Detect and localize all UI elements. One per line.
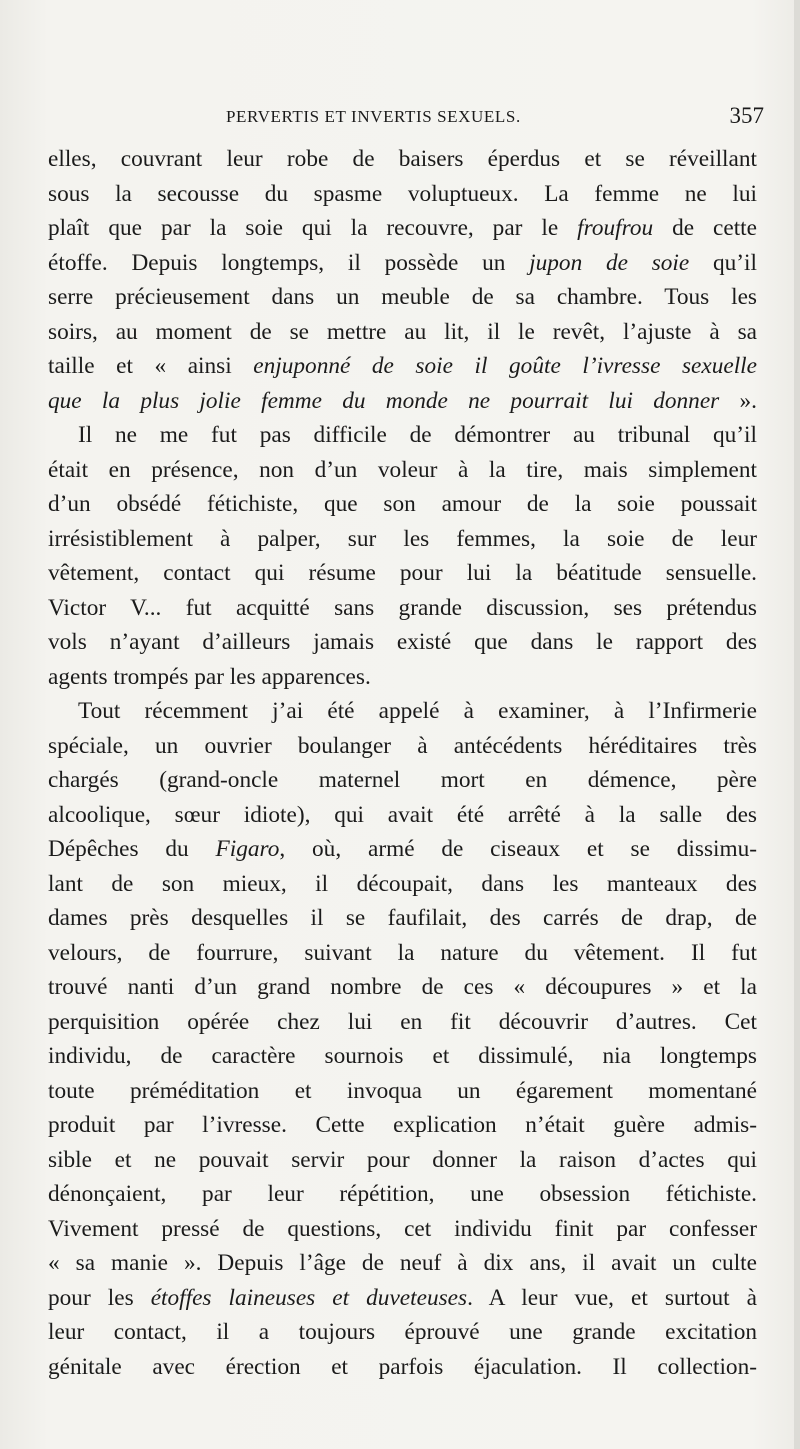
text-line: produit par l’ivresse. Cette explication n’était guère admis-: [48, 1112, 757, 1138]
text-line: dames près desquelles il se faufilait, des carrés de drap, de: [48, 905, 757, 931]
text-line: soirs, au moment de se mettre au lit, il le revêt, l’ajuste à sa: [48, 318, 757, 345]
paragraph-end-line: agents trompés par les apparences.: [48, 663, 371, 690]
text-line: que la plus jolie femme du monde ne pourrait lui donner ».: [48, 387, 757, 414]
page-edge-shadow: [794, 0, 800, 1449]
paragraph-start-line: Il ne me fut pas difficile de démontrer au tribunal qu’il: [78, 422, 757, 448]
text-line: était en présence, non d’un voleur à la tire, mais simplement: [48, 456, 757, 483]
italic-text: que la plus jolie femme du monde ne pourrait lui donner: [48, 387, 720, 414]
paragraph-start-line: Tout récemment j’ai été appelé à examiner, à l’Infirmerie: [78, 698, 757, 724]
text-line: lant de son mieux, il découpait, dans les manteaux des: [48, 870, 757, 897]
text-line: Vivement pressé de questions, cet individu finit par confesser: [48, 1215, 757, 1242]
text-line: Dépêches du Figaro, où, armé de ciseaux et se dissimu-: [48, 836, 757, 862]
italic-text: froufrou: [577, 215, 654, 241]
text-line: vêtement, contact qui résume pour lui la béatitude sensuelle.: [48, 560, 757, 586]
text-line: spéciale, un ouvrier boulanger à antécédents héréditaires très: [48, 732, 757, 759]
text-line: étoffe. Depuis longtemps, il possède un jupon de soie qu’il: [48, 249, 757, 276]
text-line: pour les étoffes laineuses et duveteuses. A leur vue, et surtout à: [48, 1284, 757, 1311]
page-number: 357: [729, 103, 764, 128]
running-title: PERVERTIS ET INVERTIS SEXUELS.: [226, 107, 521, 126]
text-line: sous la secousse du spasme voluptueux. La femme ne lui: [48, 180, 757, 207]
text-line: elles, couvrant leur robe de baisers éperdus et se réveillant: [48, 146, 757, 172]
text-line: Victor V... fut acquitté sans grande discussion, ses prétendus: [48, 594, 757, 621]
text-line: plaît que par la soie qui la recouvre, par le froufrou de cette: [48, 215, 757, 241]
page-header: [48, 103, 764, 133]
text-line: irrésistiblement à palper, sur les femmes, la soie de leur: [48, 525, 757, 552]
text-line: toute préméditation et invoqua un égarement momentané: [48, 1077, 757, 1104]
text-line: dénonçaient, par leur répétition, une obsession fétichiste.: [48, 1181, 757, 1207]
page-body-text: [48, 142, 757, 1384]
text-line: sible et ne pouvait servir pour donner la raison d’actes qui: [48, 1146, 757, 1173]
text-line: « sa manie ». Depuis l’âge de neuf à dix ans, il avait un culte: [48, 1250, 757, 1276]
text-line: leur contact, il a toujours éprouvé une grande excitation: [48, 1319, 757, 1345]
text-line: vols n’ayant d’ailleurs jamais existé que dans le rapport des: [48, 629, 757, 655]
text-line: velours, de fourrure, suivant la nature du vêtement. Il fut: [48, 939, 757, 966]
text-line: d’un obsédé fétichiste, que son amour de la soie poussait: [48, 491, 757, 517]
text-line: perquisition opérée chez lui en fit découvrir d’autres. Cet: [48, 1008, 757, 1035]
text-line: trouvé nanti d’un grand nombre de ces « découpures » et la: [48, 974, 757, 1000]
text-line: génitale avec érection et parfois éjaculation. Il collection-: [48, 1353, 757, 1380]
italic-text: Figaro: [215, 836, 280, 862]
text-line: alcoolique, sœur idiote), qui avait été arrêté à la salle des: [48, 801, 757, 828]
italic-text: jupon de soie: [529, 249, 690, 276]
italic-text: enjuponné de soie il goûte l’ivresse sexuelle: [253, 353, 757, 379]
text-line: serre précieusement dans un meuble de sa chambre. Tous les: [48, 284, 757, 310]
text-line: individu, de caractère sournois et dissimulé, nia longtemps: [48, 1043, 757, 1069]
text-line: chargés (grand-oncle maternel mort en démence, père: [48, 767, 757, 793]
text-line: taille et « ainsi enjuponné de soie il goûte l’ivresse sexuelle: [48, 353, 757, 379]
italic-text: étoffes laineuses et duveteuses: [150, 1284, 468, 1311]
